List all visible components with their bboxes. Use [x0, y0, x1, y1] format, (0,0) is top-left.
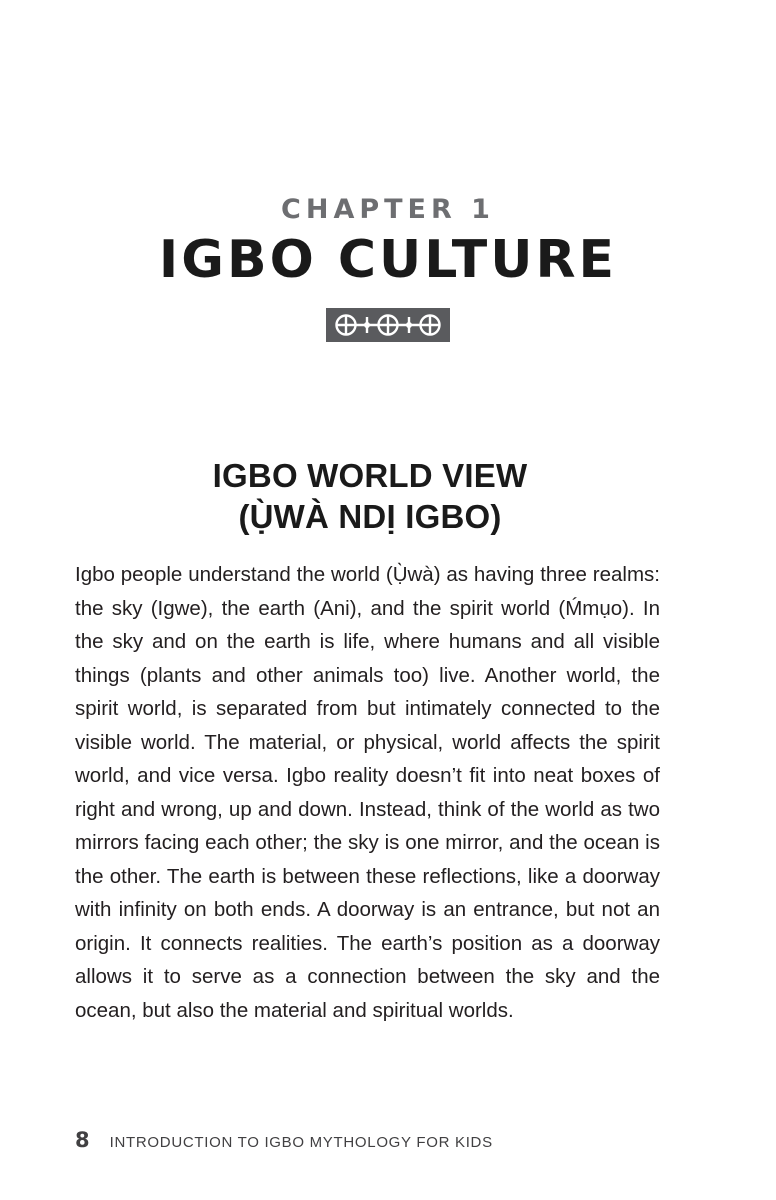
running-head: INTRODUCTION TO IGBO MYTHOLOGY FOR KIDS — [109, 1134, 493, 1151]
igbo-uli-ornament-icon — [326, 308, 450, 342]
page-number: 8 — [75, 1128, 90, 1152]
chapter-number-label: CHAPTER 1 — [281, 194, 495, 225]
section-heading-block — [75, 455, 665, 538]
page-footer — [75, 1128, 493, 1152]
chapter-title: IGBO CULTURE — [158, 230, 618, 290]
chapter-heading-block — [0, 196, 776, 342]
section-body-text: Igbo people understand the world (Ụ̀wà) as having three realms: the sky (Igwe), the earth (Ani), and the spirit world (Ḿmụo). In the sky and on the earth is life, where humans and all visible things (plants and other animals too) live. Another world, the spirit world, is separated from but intimately connected to the visible world. The material, or physical, world affects the spirit world, and vice versa. Igbo reality doesn’t fit into neat boxes of right and wrong, up and down. Instead, think of the world as two mirrors facing each other; the sky is one mirror, and the ocean is the other. The earth is between these reflections, like a doorway with infinity on both ends. A doorway is an entrance, but not an origin. It connects realities. The earth’s position as a doorway allows it to serve as a connection between the sky and the ocean, but also the material and spiritual worlds. — [75, 563, 660, 1022]
section-title-line-2: (Ụ̀WÀ NDỊ IGBO) — [238, 498, 502, 536]
section-title — [75, 455, 665, 538]
section-title-line-1: IGBO WORLD VIEW — [212, 457, 528, 494]
